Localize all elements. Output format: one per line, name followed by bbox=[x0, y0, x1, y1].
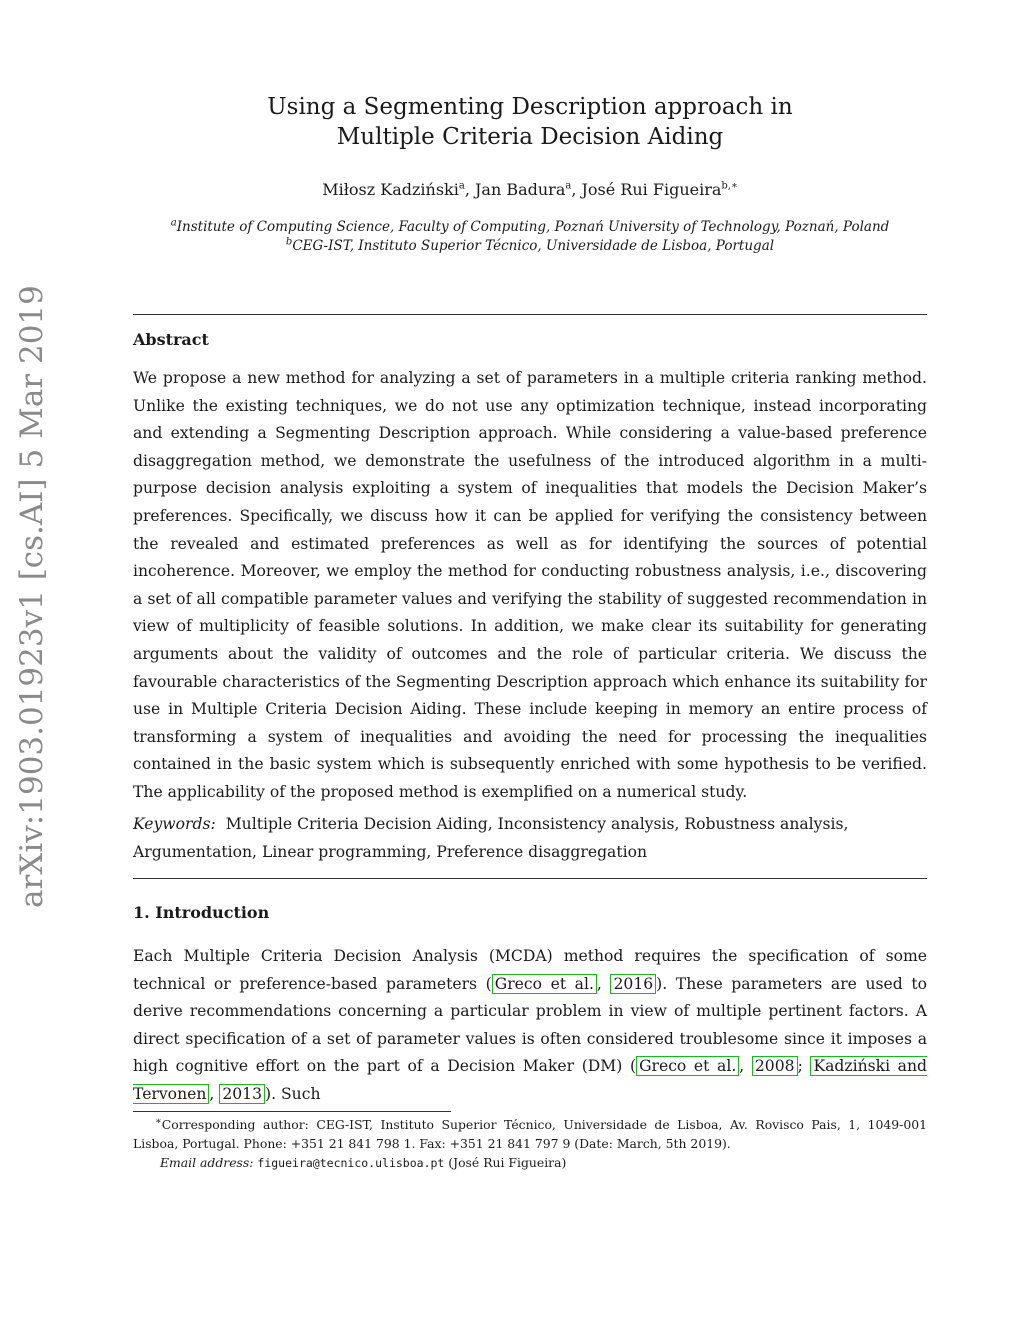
affiliations bbox=[0, 218, 1024, 256]
citation-link[interactable]: Greco et al. bbox=[492, 974, 597, 994]
footnote-mark: ∗ bbox=[155, 1115, 162, 1127]
affiliation-a bbox=[0, 218, 1024, 237]
citation-link[interactable]: 2016 bbox=[610, 974, 656, 994]
intro-paragraph: Each Multiple Criteria Decision Analysis (MCDA) method requires the specification of some technical or preference-based parameters ( Greco et al. , 2016 ). These parameters are used to derive recommendations concerning a particular problem in view of multiple pertinent factors. A direct specification of a set of parameter values is often considered troublesome since it imposes a high cognitive effort on the part of a Decision Maker (DM) ( Greco et al. , 2008 ; Kadziński and Tervonen , 2013 ). Such bbox=[133, 947, 927, 1103]
citation-link[interactable]: Kadziński and Tervonen bbox=[133, 1057, 927, 1103]
author-name: José Rui Figueira bbox=[581, 180, 722, 199]
abstract-text: We propose a new method for analyzing a set of parameters in a multiple criteria ranking method. Unlike the existing techniques, we do not use any optimization technique, instead incorporating and extending a Segmenting Description approach. While considering a value-based preference disaggregation method, we demonstrate the usefulness of the introduced algorithm in a multi-purpose decision analysis exploiting a system of inequalities that models the Decision Maker’s preferences. Specifically, we discuss how it can be applied for verifying the consistency between the revealed and estimated preferences as well as for identifying the sources of potential incoherence. Moreover, we employ the method for conducting robustness analysis, i.e., discovering a set of all compatible parameter values and verifying the stability of suggested recommendation in view of multiplicity of feasible solutions. In addition, we make clear its suitability for generating arguments about the validity of outcomes and the role of particular criteria. We discuss the favourable characteristics of the Segmenting Description approach which enhance its suitability for use in Multiple Criteria Decision Aiding. These include keeping in memory an entire process of transforming a system of inequalities and avoiding the need for processing the inequalities contained in the basic system which is subsequently enriched with some hypothesis to be verified. The applicability of the proposed method is exemplified on a numerical study. bbox=[133, 369, 927, 801]
title-line-1: Using a Segmenting Description approach in bbox=[267, 94, 793, 120]
arxiv-stamp: arXiv:1903.01923v1 [cs.AI] 5 Mar 2019 bbox=[14, 285, 50, 908]
email-link[interactable]: figueira@tecnico.ulisboa.pt bbox=[257, 1156, 445, 1170]
affiliation-mark: b bbox=[285, 236, 293, 248]
author-mark: a bbox=[458, 180, 465, 192]
affiliation-mark: a bbox=[170, 217, 177, 229]
author-list: Miłosz Kadziński$^a$, Jan Badura$^a$, José Rui Figueira$^{b,∗}$ bbox=[322, 180, 738, 199]
divider bbox=[133, 314, 927, 315]
footnote bbox=[133, 1115, 927, 1153]
intro-text: Each Multiple Criteria Decision Analysis (MCDA) method requires the specification of some technical or preference-based parameters ( bbox=[133, 947, 927, 993]
affiliation-text: CEG-IST, Instituto Superior Técnico, Universidade de Lisboa, Portugal bbox=[292, 238, 775, 254]
affiliation-b bbox=[0, 237, 1024, 256]
footnote-email bbox=[160, 1153, 566, 1173]
citation-link[interactable]: 2008 bbox=[752, 1056, 798, 1076]
divider bbox=[133, 878, 927, 879]
footnote-divider bbox=[133, 1111, 451, 1112]
citation-link[interactable]: 2013 bbox=[219, 1084, 265, 1104]
intro-text: ). Such bbox=[265, 1084, 321, 1103]
author-mark: b,∗ bbox=[721, 180, 738, 192]
email-owner: (José Rui Figueira) bbox=[448, 1155, 567, 1170]
email-label: Email address: bbox=[160, 1155, 254, 1170]
author-name: Miłosz Kadziński bbox=[322, 180, 459, 199]
keywords-text: Multiple Criteria Decision Aiding, Inconsistency analysis, Robustness analysis, Argumentation, Linear programming, Preference disaggregation bbox=[133, 815, 849, 861]
author-mark: a bbox=[565, 180, 572, 192]
affiliation-text: Institute of Computing Science, Faculty of Computing, Poznań University of Technology, Poznań, Poland bbox=[176, 219, 890, 235]
title-line-2: Multiple Criteria Decision Aiding bbox=[336, 124, 724, 150]
intro-text: ). These parameters are used to derive recommendations concerning a particular problem in view of multiple pertinent factors. A direct specification of a set of parameter values is often considered troublesome since it imposes a high cognitive effort on the part of a Decision Maker (DM) ( bbox=[133, 974, 927, 1076]
footnote-text: Corresponding author: CEG-IST, Instituto Superior Técnico, Universidade de Lisboa, Av. Rovisco Pais, 1, 1049-001 Lisboa, Portugal. Phone: +351 21 841 798 1. Fax: +351 21 841 797 9 (Date: March, 5th 2019). bbox=[133, 1117, 927, 1151]
citation-link[interactable]: Greco et al. bbox=[636, 1056, 739, 1076]
paper-title bbox=[0, 92, 1024, 152]
abstract-heading: Abstract bbox=[133, 330, 209, 349]
author-name: Jan Badura bbox=[474, 180, 566, 199]
section-heading: 1. Introduction bbox=[133, 903, 270, 922]
keywords-label: Keywords: bbox=[133, 815, 216, 833]
keywords bbox=[133, 811, 927, 866]
